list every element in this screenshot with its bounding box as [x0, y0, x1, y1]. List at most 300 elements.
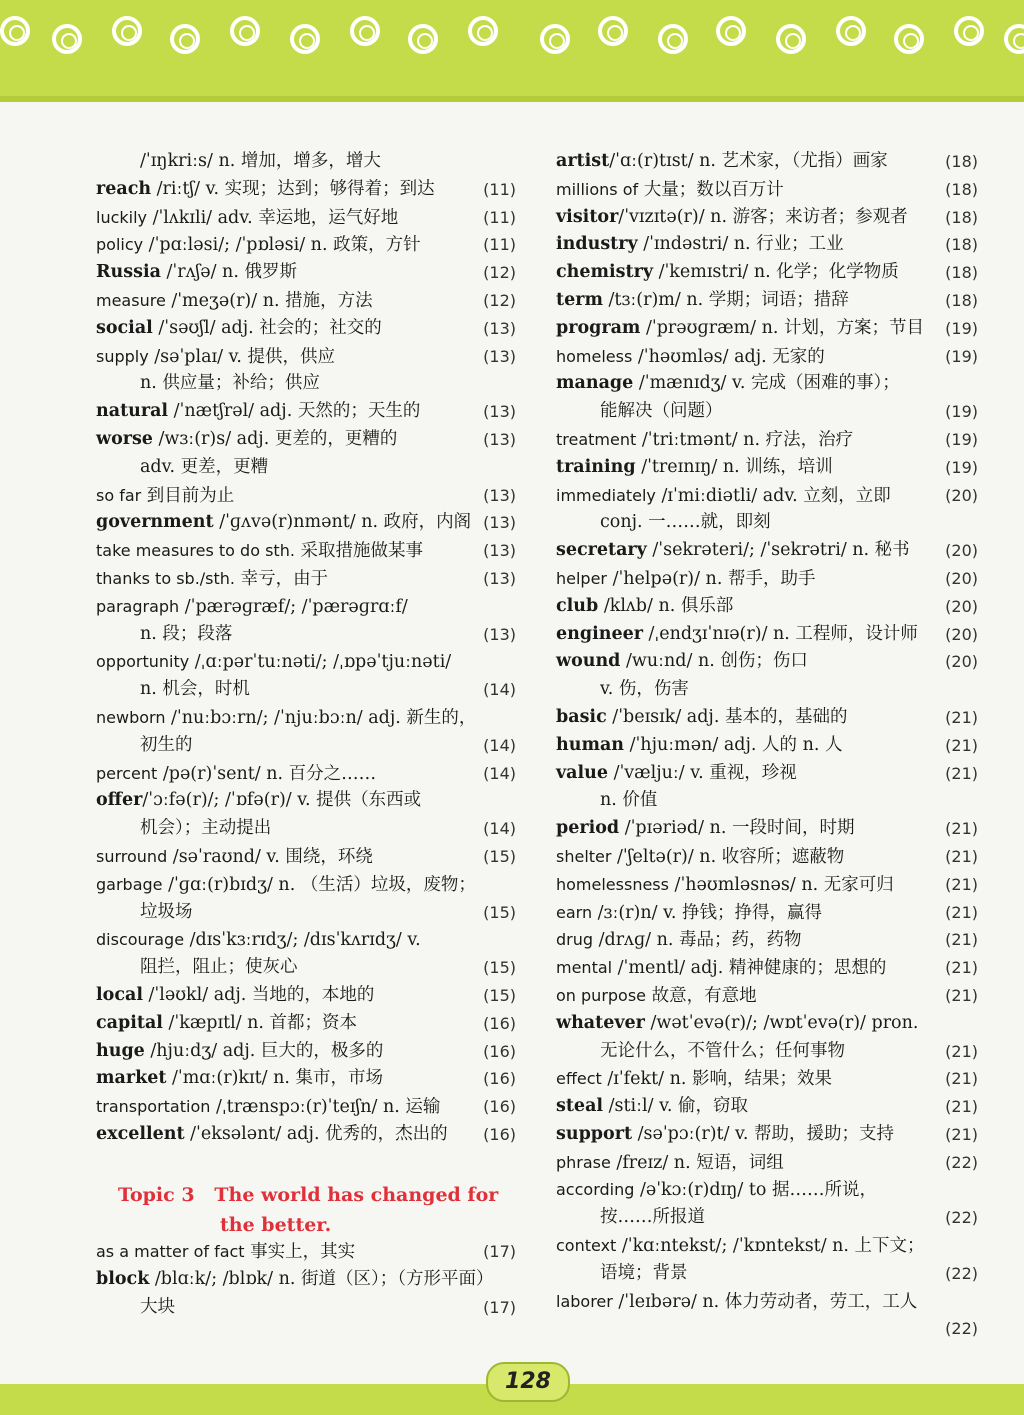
vocab-entry [556, 1176, 978, 1204]
topic-title-line1: The world has changed for [214, 1184, 499, 1206]
definition: /ˈɪndəstri/ n. 行业；工业 [637, 234, 844, 255]
headword: transportation [96, 1097, 211, 1117]
headword: homeless [556, 346, 633, 366]
vocab-entry [556, 676, 978, 704]
unit-number: (13) [483, 346, 516, 366]
definition: /ˈmentl/ adj. 精神健康的；思想的 [612, 958, 887, 979]
unit-number: (14) [483, 763, 516, 783]
decor-circle-icon [954, 16, 984, 46]
headword: artist [556, 151, 610, 171]
headword: luckily [96, 207, 148, 227]
vocab-entry [556, 398, 978, 426]
definition: conj. 一……就，即刻 [600, 512, 771, 533]
definition: /ˈhəʊmləsnəs/ n. 无家可归 [668, 874, 894, 895]
headword: market [96, 1068, 167, 1089]
headword: manage [556, 373, 634, 394]
decor-circle-icon [350, 16, 380, 46]
definition: /ˈsəʊʃl/ adj. 社会的；社交的 [152, 317, 382, 338]
vocab-entry [556, 1065, 978, 1093]
definition: n. 段；段落 [140, 623, 233, 644]
vocab-entry [556, 1038, 978, 1066]
headword: natural [96, 401, 169, 422]
vocab-entry [556, 509, 978, 537]
headword: as a matter of fact [96, 1242, 245, 1261]
vocab-entry [556, 176, 978, 204]
unit-number: (22) [945, 1263, 978, 1283]
headword: government [96, 512, 214, 533]
definition: /ˈɑː(r)tɪst/ n. 艺术家，（尤指）画家 [609, 151, 888, 171]
unit-number: (21) [945, 1124, 978, 1144]
definition: /ˈtriːtmənt/ n. 疗法，治疗 [636, 429, 854, 450]
unit-number: (17) [483, 1242, 516, 1261]
definition: /əˈkɔː(r)dɪŋ/ to 据……所说， [634, 1180, 877, 1201]
vocab-entry [96, 899, 516, 927]
decor-circle-icon [408, 24, 438, 54]
definition: 到目前为止 [141, 485, 235, 506]
vocab-entry [96, 1121, 516, 1149]
unit-number: (21) [945, 958, 978, 978]
vocab-entry [96, 343, 516, 371]
unit-number: (12) [483, 290, 516, 310]
unit-number: (15) [483, 846, 516, 866]
headword: phrase [556, 1152, 611, 1172]
headword: thanks to sb./sth. [96, 568, 235, 588]
unit-number: (18) [945, 152, 978, 171]
definition: /ˈleɪbərə/ n. 体力劳动者，劳工，工人 [612, 1291, 918, 1312]
definition: /ɜː(r)n/ v. 挣钱；挣得，赢得 [592, 902, 823, 923]
definition: /freɪz/ n. 短语，词组 [610, 1152, 784, 1173]
decor-circle-icon [776, 24, 806, 54]
vocab-entry [556, 648, 978, 676]
unit-number: (21) [945, 707, 978, 727]
definition: /ˈnuːbɔːrn/; /ˈnjuːbɔːn/ adj. 新生的， [165, 707, 477, 728]
vocab-entry [556, 1121, 978, 1149]
vocab-entry [556, 871, 978, 899]
headword: discourage [96, 930, 185, 950]
unit-number: (19) [945, 457, 978, 477]
headword: drug [556, 930, 594, 950]
vocab-entry [556, 732, 978, 760]
definition: /dɪsˈkɜːrɪdʒ/; /dɪsˈkʌrɪdʒ/ v. [184, 930, 421, 951]
unit-number: (18) [945, 235, 978, 255]
headword: supply [96, 346, 149, 366]
headword: club [556, 595, 599, 616]
definition: 按……所报道 [600, 1207, 705, 1228]
vocab-entry [556, 704, 978, 732]
definition: /tɜː(r)m/ n. 学期；词语；措辞 [602, 289, 849, 310]
unit-number: (21) [945, 1097, 978, 1117]
vocab-entry [556, 1260, 978, 1288]
definition: /ˈlʌkɪli/ adv. 幸运地，运气好地 [147, 207, 399, 228]
decor-circle-icon [658, 24, 688, 54]
definition: /drʌɡ/ n. 毒品；药，药物 [593, 930, 802, 951]
unit-number: (16) [483, 1124, 516, 1144]
definition: /ˈʃeltə(r)/ n. 收容所；遮蔽物 [611, 846, 845, 867]
unit-number: (11) [483, 179, 516, 199]
unit-number: (13) [483, 568, 516, 588]
unit-number: (16) [483, 1097, 516, 1117]
headword: shelter [556, 846, 612, 866]
vocab-entry [96, 760, 516, 788]
vocab-entry [96, 871, 516, 899]
unit-number: (13) [483, 429, 516, 449]
unit-number: (16) [483, 1041, 516, 1061]
vocab-entry [96, 148, 516, 176]
definition: /ˈvɪzɪtə(r)/ n. 游客；来访者；参观者 [618, 206, 908, 227]
header-band [0, 0, 1024, 102]
headword: program [556, 317, 641, 338]
unit-number: (21) [945, 874, 978, 894]
unit-number: (15) [483, 985, 516, 1005]
definition: 语境；背景 [600, 1262, 688, 1283]
headword: huge [96, 1040, 145, 1061]
definition: /wuːnd/ n. 创伤；伤口 [620, 651, 808, 672]
headword: local [96, 984, 143, 1005]
vocab-entry [96, 426, 516, 454]
vocab-entry [556, 1010, 978, 1038]
headword: policy [96, 235, 144, 255]
headword: steal [556, 1096, 604, 1117]
headword: on purpose [556, 985, 647, 1005]
unit-number: (21) [945, 902, 978, 922]
vocab-entry [556, 1315, 978, 1343]
definition: /ˈkɑːntekst/; /ˈkɒntekst/ n. 上下文； [616, 1236, 925, 1257]
topic-heading [118, 1180, 518, 1240]
definition: /ˈmɑː(r)kɪt/ n. 集市，市场 [166, 1068, 383, 1089]
vocab-entry [96, 648, 516, 676]
definition: /ˈmeʒə(r)/ n. 措施，方法 [165, 290, 373, 311]
vocab-entry [556, 370, 978, 398]
headword: context [556, 1236, 617, 1256]
definition: 机会）；主动提出 [140, 818, 272, 839]
vocab-entry [96, 787, 516, 815]
definition: /ˈləʊkl/ adj. 当地的，本地的 [142, 984, 375, 1005]
definition: n. 价值 [600, 790, 658, 811]
vocab-entry [96, 1065, 516, 1093]
vocab-entry [96, 176, 516, 204]
headword: industry [556, 234, 638, 255]
definition: v. 伤，伤害 [600, 679, 689, 700]
unit-number: (18) [945, 207, 978, 227]
definition: 无论什么，不管什么；任何事物 [600, 1040, 845, 1061]
vocab-entry [96, 204, 516, 232]
vocab-entry [96, 231, 516, 259]
vocab-entry [96, 482, 516, 510]
headword: block [96, 1268, 150, 1289]
definition: /ˈpɑːləsi/; /ˈpɒləsi/ n. 政策，方针 [143, 235, 421, 256]
unit-number: (17) [483, 1297, 516, 1317]
definition: /səˈpɔː(r)t/ v. 帮助，援助；支持 [632, 1123, 894, 1144]
unit-number: (19) [945, 346, 978, 366]
vocab-entry [96, 509, 516, 537]
definition: /riːtʃ/ v. 实现；达到；够得着；到达 [151, 178, 435, 199]
definition: /ˈhelpə(r)/ n. 帮手，助手 [607, 568, 816, 589]
unit-number: (13) [483, 318, 516, 338]
unit-number: (22) [945, 1319, 978, 1339]
decor-circle-icon [170, 24, 200, 54]
unit-number: (21) [945, 1069, 978, 1089]
headword: basic [556, 706, 607, 727]
vocab-entry [556, 315, 978, 343]
unit-number: (15) [483, 958, 516, 978]
headword: secretary [556, 540, 647, 561]
definition: /ˈɪŋkriːs/ n. 增加，增多，增大 [140, 151, 381, 171]
headword: training [556, 456, 636, 477]
definition: /ˈtreɪnɪŋ/ n. 训练，培训 [635, 456, 833, 477]
unit-number: (13) [483, 624, 516, 644]
definition: /ˈpɪəriəd/ n. 一段时间，时期 [619, 818, 855, 839]
vocab-entry [96, 537, 516, 565]
decor-circle-icon [290, 24, 320, 54]
decor-circle-icon [598, 16, 628, 46]
definition: /ˈɡʌvə(r)nmənt/ n. 政府，内阁 [213, 512, 472, 533]
topic-title-line2: the better. [220, 1214, 332, 1236]
definition: /ˈsekrəteri/; /ˈsekrətri/ n. 秘书 [646, 540, 910, 561]
decor-circle-icon [716, 16, 746, 46]
unit-number: (19) [945, 318, 978, 338]
definition: /ˌtrænspɔː(r)ˈteɪʃn/ n. 运输 [210, 1097, 441, 1118]
headword: percent [96, 763, 158, 783]
vocab-entry [556, 537, 978, 565]
definition: 幸亏，由于 [235, 568, 329, 589]
vocab-entry [556, 565, 978, 593]
unit-number: (21) [945, 763, 978, 783]
definition: /ˈprəʊɡræm/ n. 计划，方案；节目 [640, 317, 924, 338]
headword: earn [556, 902, 593, 922]
unit-number: (16) [483, 1013, 516, 1033]
unit-number: (20) [945, 596, 978, 616]
vocab-entry [556, 148, 978, 176]
headword: effect [556, 1069, 602, 1089]
vocab-entry [556, 982, 978, 1010]
unit-number: (19) [945, 402, 978, 422]
vocab-entry [556, 204, 978, 232]
unit-number: (21) [945, 735, 978, 755]
definition: /ˈbeɪsɪk/ adj. 基本的，基础的 [606, 706, 848, 727]
headword: worse [96, 428, 153, 449]
headword: reach [96, 178, 152, 199]
headword: social [96, 317, 153, 338]
headword: measure [96, 290, 166, 310]
unit-number: (20) [945, 485, 978, 505]
headword: opportunity [96, 652, 190, 672]
vocab-entry [556, 787, 978, 815]
headword: chemistry [556, 262, 654, 283]
topic-label: Topic 3 [118, 1184, 195, 1206]
vocab-entry [96, 398, 516, 426]
vocab-entry [96, 954, 516, 982]
definition: adv. 更差，更糟 [140, 456, 269, 477]
headword: excellent [96, 1123, 185, 1144]
definition: 故意，有意地 [646, 985, 757, 1006]
decor-circle-icon [230, 16, 260, 46]
headword: Russia [96, 262, 161, 283]
headword: wound [556, 651, 621, 672]
definition: /ˌendʒɪˈnɪə(r)/ n. 工程师，设计师 [642, 623, 918, 644]
decor-circle-icon [52, 24, 82, 54]
headword: homelessness [556, 874, 669, 894]
vocab-entry [96, 565, 516, 593]
definition: 能解决（问题） [600, 401, 723, 422]
unit-number: (20) [945, 568, 978, 588]
decor-circle-icon [468, 16, 498, 46]
unit-number: (20) [945, 652, 978, 672]
headword: helper [556, 568, 608, 588]
definition: /blɑːk/; /blɒk/ n. 街道（区）；（方形平面） [149, 1268, 494, 1289]
headword: millions of [556, 179, 639, 199]
definition: /stiːl/ v. 偷，窃取 [603, 1096, 749, 1117]
definition: /ɪˈfekt/ n. 影响，结果；效果 [601, 1069, 832, 1090]
vocab-entry [96, 621, 516, 649]
vocab-entry [556, 843, 978, 871]
definition: /səˈraʊnd/ v. 围绕，环绕 [167, 846, 373, 867]
vocab-entry [556, 1149, 978, 1177]
headword: human [556, 734, 625, 755]
definition: /ˌɑːpərˈtuːnəti/; /ˌɒpəˈtjuːnəti/ [189, 652, 452, 673]
decor-circle-icon [894, 24, 924, 54]
unit-number: (16) [483, 1069, 516, 1089]
unit-number: (21) [945, 819, 978, 839]
unit-number: (18) [945, 290, 978, 310]
vocab-entry [96, 982, 516, 1010]
unit-number: (20) [945, 624, 978, 644]
headword: period [556, 818, 620, 839]
unit-number: (18) [945, 263, 978, 283]
definition: /pə(r)ˈsent/ n. 百分之…… [157, 763, 377, 784]
headword: offer [96, 790, 143, 811]
headword: according [556, 1180, 635, 1200]
unit-number: (12) [483, 263, 516, 283]
vocab-entry [96, 454, 516, 482]
vocab-entry [556, 343, 978, 371]
definition: 阻拦，阻止；使灰心 [140, 957, 298, 978]
headword: visitor [556, 206, 619, 227]
vocab-entry [556, 259, 978, 287]
definition: /ˈrʌʃə/ n. 俄罗斯 [160, 262, 297, 283]
headword: take measures to do sth. [96, 541, 295, 561]
unit-number: (15) [483, 902, 516, 922]
definition: 事实上，其实 [244, 1242, 356, 1262]
vocab-column-left-after-topic [96, 1238, 516, 1321]
unit-number: (21) [945, 1041, 978, 1061]
vocab-entry [96, 1238, 516, 1266]
decorative-circles [0, 14, 1024, 64]
vocab-entry [96, 843, 516, 871]
unit-number: (22) [945, 1208, 978, 1228]
definition: /ˈnætʃrəl/ adj. 天然的；天生的 [168, 401, 421, 422]
headword: whatever [556, 1012, 645, 1033]
definition: /ˈɔːfə(r)/; /ˈɒfə(r)/ v. 提供（东西或 [142, 790, 422, 811]
unit-number: (20) [945, 541, 978, 561]
unit-number: (13) [483, 485, 516, 505]
vocab-column-left [96, 148, 516, 1149]
vocab-entry [96, 259, 516, 287]
vocab-entry [556, 899, 978, 927]
unit-number: (21) [945, 930, 978, 950]
unit-number: (18) [945, 179, 978, 199]
vocab-entry [556, 1093, 978, 1121]
headword: treatment [556, 429, 637, 449]
vocab-entry [96, 370, 516, 398]
definition: n. 供应量；补给；供应 [140, 373, 320, 394]
headword: value [556, 762, 609, 783]
headword: laborer [556, 1291, 613, 1311]
definition: /hjuːdʒ/ adj. 巨大的，极多的 [144, 1040, 384, 1061]
headword: newborn [96, 707, 166, 727]
vocab-entry [556, 954, 978, 982]
vocab-entry [96, 1038, 516, 1066]
definition: /ˈeksələnt/ adj. 优秀的，杰出的 [184, 1123, 448, 1144]
vocab-entry [556, 482, 978, 510]
vocab-entry [96, 815, 516, 843]
definition: /klʌb/ n. 俱乐部 [598, 595, 734, 616]
vocab-entry [556, 621, 978, 649]
unit-number: (13) [483, 402, 516, 422]
vocab-entry [556, 760, 978, 788]
definition: /wətˈevə(r)/; /wɒtˈevə(r)/ pron. [644, 1012, 919, 1033]
vocab-entry [556, 926, 978, 954]
headword: surround [96, 846, 168, 866]
definition: /səˈplaɪ/ v. 提供，供应 [148, 346, 336, 367]
unit-number: (13) [483, 513, 516, 533]
vocab-entry [556, 231, 978, 259]
vocab-entry [96, 315, 516, 343]
vocab-entry [96, 926, 516, 954]
unit-number: (14) [483, 680, 516, 700]
vocab-entry [96, 732, 516, 760]
decor-circle-icon [1004, 24, 1024, 54]
vocab-column-right [556, 148, 978, 1343]
vocab-entry [556, 593, 978, 621]
unit-number: (14) [483, 819, 516, 839]
definition: /ˈkemɪstri/ n. 化学；化学物质 [653, 262, 899, 283]
unit-number: (22) [945, 1152, 978, 1172]
definition: /ˈhəʊmləs/ adj. 无家的 [632, 346, 825, 367]
unit-number: (21) [945, 846, 978, 866]
page-number: 128 [486, 1362, 570, 1402]
definition: 垃圾场 [140, 901, 193, 922]
vocab-entry [556, 287, 978, 315]
definition: /ɪˈmiːdiətli/ adv. 立刻，立即 [655, 485, 891, 506]
vocab-entry [96, 1294, 516, 1322]
definition: 大量；数以百万计 [638, 179, 784, 200]
headword: capital [96, 1012, 163, 1033]
definition: /ˈhjuːmən/ adj. 人的 n. 人 [624, 734, 843, 755]
unit-number: (19) [945, 429, 978, 449]
headword: mental [556, 958, 613, 978]
vocab-entry [96, 704, 516, 732]
vocab-entry [96, 287, 516, 315]
vocab-entry [556, 1232, 978, 1260]
vocab-entry [556, 815, 978, 843]
vocab-entry [96, 1010, 516, 1038]
unit-number: (14) [483, 735, 516, 755]
definition: /ˈvæljuː/ v. 重视，珍视 [608, 762, 797, 783]
headword: engineer [556, 623, 643, 644]
unit-number: (13) [483, 541, 516, 561]
decor-circle-icon [0, 16, 30, 46]
definition: 初生的 [140, 734, 193, 755]
vocab-entry [556, 1288, 978, 1316]
definition: /ˈkæpɪtl/ n. 首都；资本 [162, 1012, 358, 1033]
unit-number: (11) [483, 207, 516, 227]
definition: 采取措施做某事 [294, 541, 423, 562]
vocab-entry [96, 676, 516, 704]
definition: n. 机会，时机 [140, 679, 250, 700]
decor-circle-icon [112, 16, 142, 46]
headword: garbage [96, 874, 163, 894]
headword: term [556, 289, 603, 310]
